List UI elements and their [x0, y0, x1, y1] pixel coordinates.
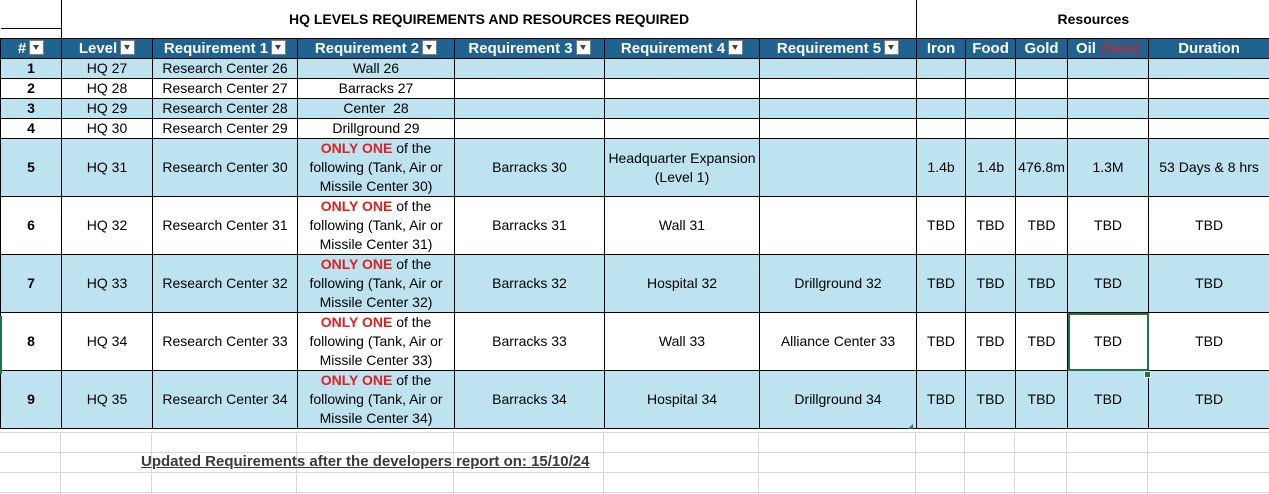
cell-req5[interactable]	[760, 197, 917, 255]
table-row	[1, 59, 1269, 79]
cell-duration[interactable]: TBD	[1149, 255, 1269, 313]
only-one-text: of the following (Tank, Air or Missile Center	[309, 314, 443, 368]
title-row	[1, 0, 1269, 39]
cell-index[interactable]: 6	[1, 197, 62, 255]
cell-req3[interactable]: Barracks 32	[455, 255, 605, 313]
cell-req5[interactable]	[760, 59, 917, 79]
cell-oil-selected[interactable]: TBD	[1068, 313, 1149, 371]
only-one-emphasis: ONLY ONE	[320, 314, 393, 330]
table-title[interactable]: HQ LEVELS REQUIREMENTS AND RESOURCES REQUIRED	[62, 0, 917, 39]
cell-level[interactable]: HQ 30	[62, 119, 153, 139]
col-header-iron[interactable]: Iron	[917, 39, 966, 59]
cell-oil[interactable]: TBD	[1068, 197, 1149, 255]
cell-iron[interactable]: TBD	[917, 313, 966, 371]
center-level: 32)	[412, 294, 433, 310]
cell-gold[interactable]	[1016, 79, 1068, 99]
cell-req5[interactable]	[760, 79, 917, 99]
cell-req4[interactable]: Wall 33	[605, 313, 760, 371]
cell-req1[interactable]: Research Center 30	[153, 139, 298, 197]
cell-oil[interactable]: TBD	[1068, 371, 1149, 429]
cell-req4[interactable]	[605, 59, 760, 79]
cell-req3[interactable]: Barracks 33	[455, 313, 605, 371]
cell-req2[interactable]: Drillground 29	[298, 119, 455, 139]
col-header-index[interactable]	[1, 39, 62, 59]
cell-index[interactable]: 5	[1, 139, 62, 197]
filter-dropdown-icon[interactable]	[576, 40, 591, 55]
cell-req1[interactable]: Research Center 33	[153, 313, 298, 371]
cell-index[interactable]: 9	[1, 371, 62, 429]
cell-food[interactable]: TBD	[966, 313, 1016, 371]
cell-duration[interactable]: TBD	[1149, 313, 1269, 371]
cell-req3[interactable]: Barracks 31	[455, 197, 605, 255]
cell-gold[interactable]: TBD	[1016, 255, 1068, 313]
col-header-gold[interactable]: Gold	[1016, 39, 1068, 59]
cell-food[interactable]	[966, 79, 1016, 99]
table-row	[1, 197, 1269, 255]
cell-req3[interactable]: Barracks 34	[455, 371, 605, 429]
only-one-text: of the following (Tank, Air or Missile Center	[309, 256, 443, 310]
cell-req3[interactable]	[455, 79, 605, 99]
table-row	[1, 139, 1269, 197]
cell-oil[interactable]: TBD	[1068, 255, 1149, 313]
cell-index[interactable]: 2	[1, 79, 62, 99]
cell-oil[interactable]	[1068, 119, 1149, 139]
cell-food[interactable]	[966, 59, 1016, 79]
col-header-req3-label: Requirement 3	[468, 40, 573, 57]
cell-iron[interactable]: TBD	[917, 255, 966, 313]
cell-req1[interactable]: Research Center 27	[153, 79, 298, 99]
cell-duration[interactable]	[1149, 119, 1269, 139]
cell-req2[interactable]: Center 28	[298, 99, 455, 119]
filter-dropdown-icon[interactable]	[271, 40, 286, 55]
cell-req5[interactable]	[760, 139, 917, 197]
cell-level[interactable]: HQ 33	[62, 255, 153, 313]
cell-req1[interactable]: Research Center 28	[153, 99, 298, 119]
cell-duration[interactable]	[1149, 99, 1269, 119]
cell-duration[interactable]	[1149, 59, 1269, 79]
only-one-text: of the following (Tank, Air or Missile Center	[309, 140, 443, 194]
col-header-oil[interactable]	[1068, 39, 1149, 59]
cell-iron[interactable]	[917, 79, 966, 99]
cell-req4[interactable]: Hospital 32	[605, 255, 760, 313]
table-row	[1, 371, 1269, 429]
only-one-emphasis: ONLY ONE	[320, 198, 393, 214]
cell-req2[interactable]	[298, 139, 455, 197]
col-header-req2-label: Requirement 2	[314, 40, 420, 57]
cell-gold[interactable]	[1016, 99, 1068, 119]
col-header-level[interactable]	[62, 39, 153, 59]
col-header-oil-label: Oil	[1075, 40, 1096, 57]
col-header-req5[interactable]	[760, 39, 917, 59]
cell-food[interactable]	[966, 119, 1016, 139]
new-tag: (New)	[1100, 40, 1141, 57]
cell-oil[interactable]	[1068, 59, 1149, 79]
resources-title[interactable]: Resources	[917, 0, 1269, 39]
filter-dropdown-icon[interactable]	[120, 40, 135, 55]
col-header-food[interactable]: Food	[966, 39, 1016, 59]
cell-food[interactable]: TBD	[966, 197, 1016, 255]
cell-food[interactable]: TBD	[966, 371, 1016, 429]
table-row	[1, 255, 1269, 313]
row-selection-marker	[0, 316, 2, 374]
cell-level[interactable]: HQ 27	[62, 59, 153, 79]
cell-gold[interactable]: TBD	[1016, 371, 1068, 429]
cell-req2[interactable]: Barracks 27	[298, 79, 455, 99]
table-row	[1, 99, 1269, 119]
center-level: 30)	[412, 178, 433, 194]
cell-req2[interactable]	[298, 255, 455, 313]
cell-duration[interactable]: TBD	[1149, 197, 1269, 255]
cell-req2[interactable]: Wall 26	[298, 59, 455, 79]
center-level: 31)	[412, 236, 433, 252]
cell-food[interactable]	[966, 99, 1016, 119]
cell-req5[interactable]	[760, 119, 917, 139]
cell-gold[interactable]: TBD	[1016, 313, 1068, 371]
cell-gold[interactable]: TBD	[1016, 197, 1068, 255]
cell-gold[interactable]	[1016, 59, 1068, 79]
cell-level[interactable]: HQ 35	[62, 371, 153, 429]
table-row	[1, 119, 1269, 139]
cell-level[interactable]: HQ 34	[62, 313, 153, 371]
cell-index[interactable]: 4	[1, 119, 62, 139]
cell-req4[interactable]	[605, 119, 760, 139]
only-one-text: of the following (Tank, Air or Missile Center	[309, 198, 443, 252]
header-row	[1, 39, 1269, 59]
cell-iron[interactable]: TBD	[917, 371, 966, 429]
cell-req1[interactable]: Research Center 34	[153, 371, 298, 429]
only-one-emphasis: ONLY ONE	[320, 256, 393, 272]
cell-index[interactable]: 3	[1, 99, 62, 119]
col-header-req4[interactable]	[605, 39, 760, 59]
cell-iron[interactable]	[917, 59, 966, 79]
cell-req4[interactable]	[605, 79, 760, 99]
fill-handle[interactable]	[1144, 371, 1151, 378]
cell-req2[interactable]	[298, 197, 455, 255]
col-header-duration[interactable]: Duration	[1149, 39, 1269, 59]
table-row	[1, 313, 1269, 371]
cell-req4[interactable]: Hospital 34	[605, 371, 760, 429]
only-one-text: of the following (Tank, Air or Missile Center	[309, 372, 443, 426]
cell-iron[interactable]	[917, 119, 966, 139]
cell-duration[interactable]: 53 Days & 8 hrs	[1149, 139, 1269, 197]
only-one-emphasis: ONLY ONE	[320, 372, 393, 388]
center-level: 33)	[412, 352, 433, 368]
cell-req4[interactable]: Headquarter Expansion (Level 1)	[605, 139, 760, 197]
cell-req5[interactable]: Alliance Center 33	[760, 313, 917, 371]
cell-req2[interactable]	[298, 313, 455, 371]
col-header-req3[interactable]	[455, 39, 605, 59]
cell-req2[interactable]	[298, 371, 455, 429]
only-one-emphasis: ONLY ONE	[320, 140, 393, 156]
cell-level[interactable]: HQ 31	[62, 139, 153, 197]
cell-food[interactable]: TBD	[966, 255, 1016, 313]
col-header-req1[interactable]	[153, 39, 298, 59]
table-row	[1, 79, 1269, 99]
cell-req3[interactable]: Barracks 30	[455, 139, 605, 197]
col-header-req5-label: Requirement 5	[776, 40, 882, 57]
col-header-level-label: Level	[78, 40, 118, 57]
cell-oil[interactable]: 1.3M	[1068, 139, 1149, 197]
cell-req1[interactable]: Research Center 26	[153, 59, 298, 79]
cell-req1[interactable]: Research Center 32	[153, 255, 298, 313]
update-note: Updated Requirements after the developers report on: 15/10/24	[141, 453, 590, 470]
cell-duration[interactable]: TBD	[1149, 371, 1269, 429]
cell-req5[interactable]: Drillground 32	[760, 255, 917, 313]
cell-req4[interactable]: Wall 31	[605, 197, 760, 255]
cell-oil[interactable]	[1068, 99, 1149, 119]
cell-req1[interactable]: Research Center 29	[153, 119, 298, 139]
cell-oil[interactable]	[1068, 79, 1149, 99]
corner-cell[interactable]	[1, 0, 62, 39]
cell-req1[interactable]: Research Center 31	[153, 197, 298, 255]
table-resize-handle[interactable]	[908, 424, 913, 429]
filter-dropdown-icon[interactable]	[728, 40, 743, 55]
filter-dropdown-icon[interactable]	[884, 40, 899, 55]
center-level: 34)	[412, 410, 433, 426]
col-header-req1-label: Requirement 1	[163, 40, 269, 57]
cell-req3[interactable]	[455, 119, 605, 139]
cell-gold[interactable]: 476.8m	[1016, 139, 1068, 197]
filter-dropdown-icon[interactable]	[29, 40, 44, 55]
cell-iron[interactable]: TBD	[917, 197, 966, 255]
cell-index[interactable]: 1	[1, 59, 62, 79]
cell-index[interactable]: 8	[1, 313, 62, 371]
col-header-req2[interactable]	[298, 39, 455, 59]
cell-req3[interactable]	[455, 59, 605, 79]
cell-food[interactable]: 1.4b	[966, 139, 1016, 197]
cell-req5[interactable]	[760, 99, 917, 119]
col-header-index-label: #	[17, 40, 27, 57]
cell-req4[interactable]	[605, 99, 760, 119]
cell-req3[interactable]	[455, 99, 605, 119]
cell-level[interactable]: HQ 29	[62, 99, 153, 119]
cell-level[interactable]: HQ 28	[62, 79, 153, 99]
cell-iron[interactable]	[917, 99, 966, 119]
cell-level[interactable]: HQ 32	[62, 197, 153, 255]
cell-gold[interactable]	[1016, 119, 1068, 139]
cell-duration[interactable]	[1149, 79, 1269, 99]
cell-iron[interactable]: 1.4b	[917, 139, 966, 197]
cell-index[interactable]: 7	[1, 255, 62, 313]
cell-req5[interactable]: Drillground 34	[760, 371, 917, 429]
col-header-req4-label: Requirement 4	[620, 40, 726, 57]
filter-dropdown-icon[interactable]	[422, 40, 437, 55]
